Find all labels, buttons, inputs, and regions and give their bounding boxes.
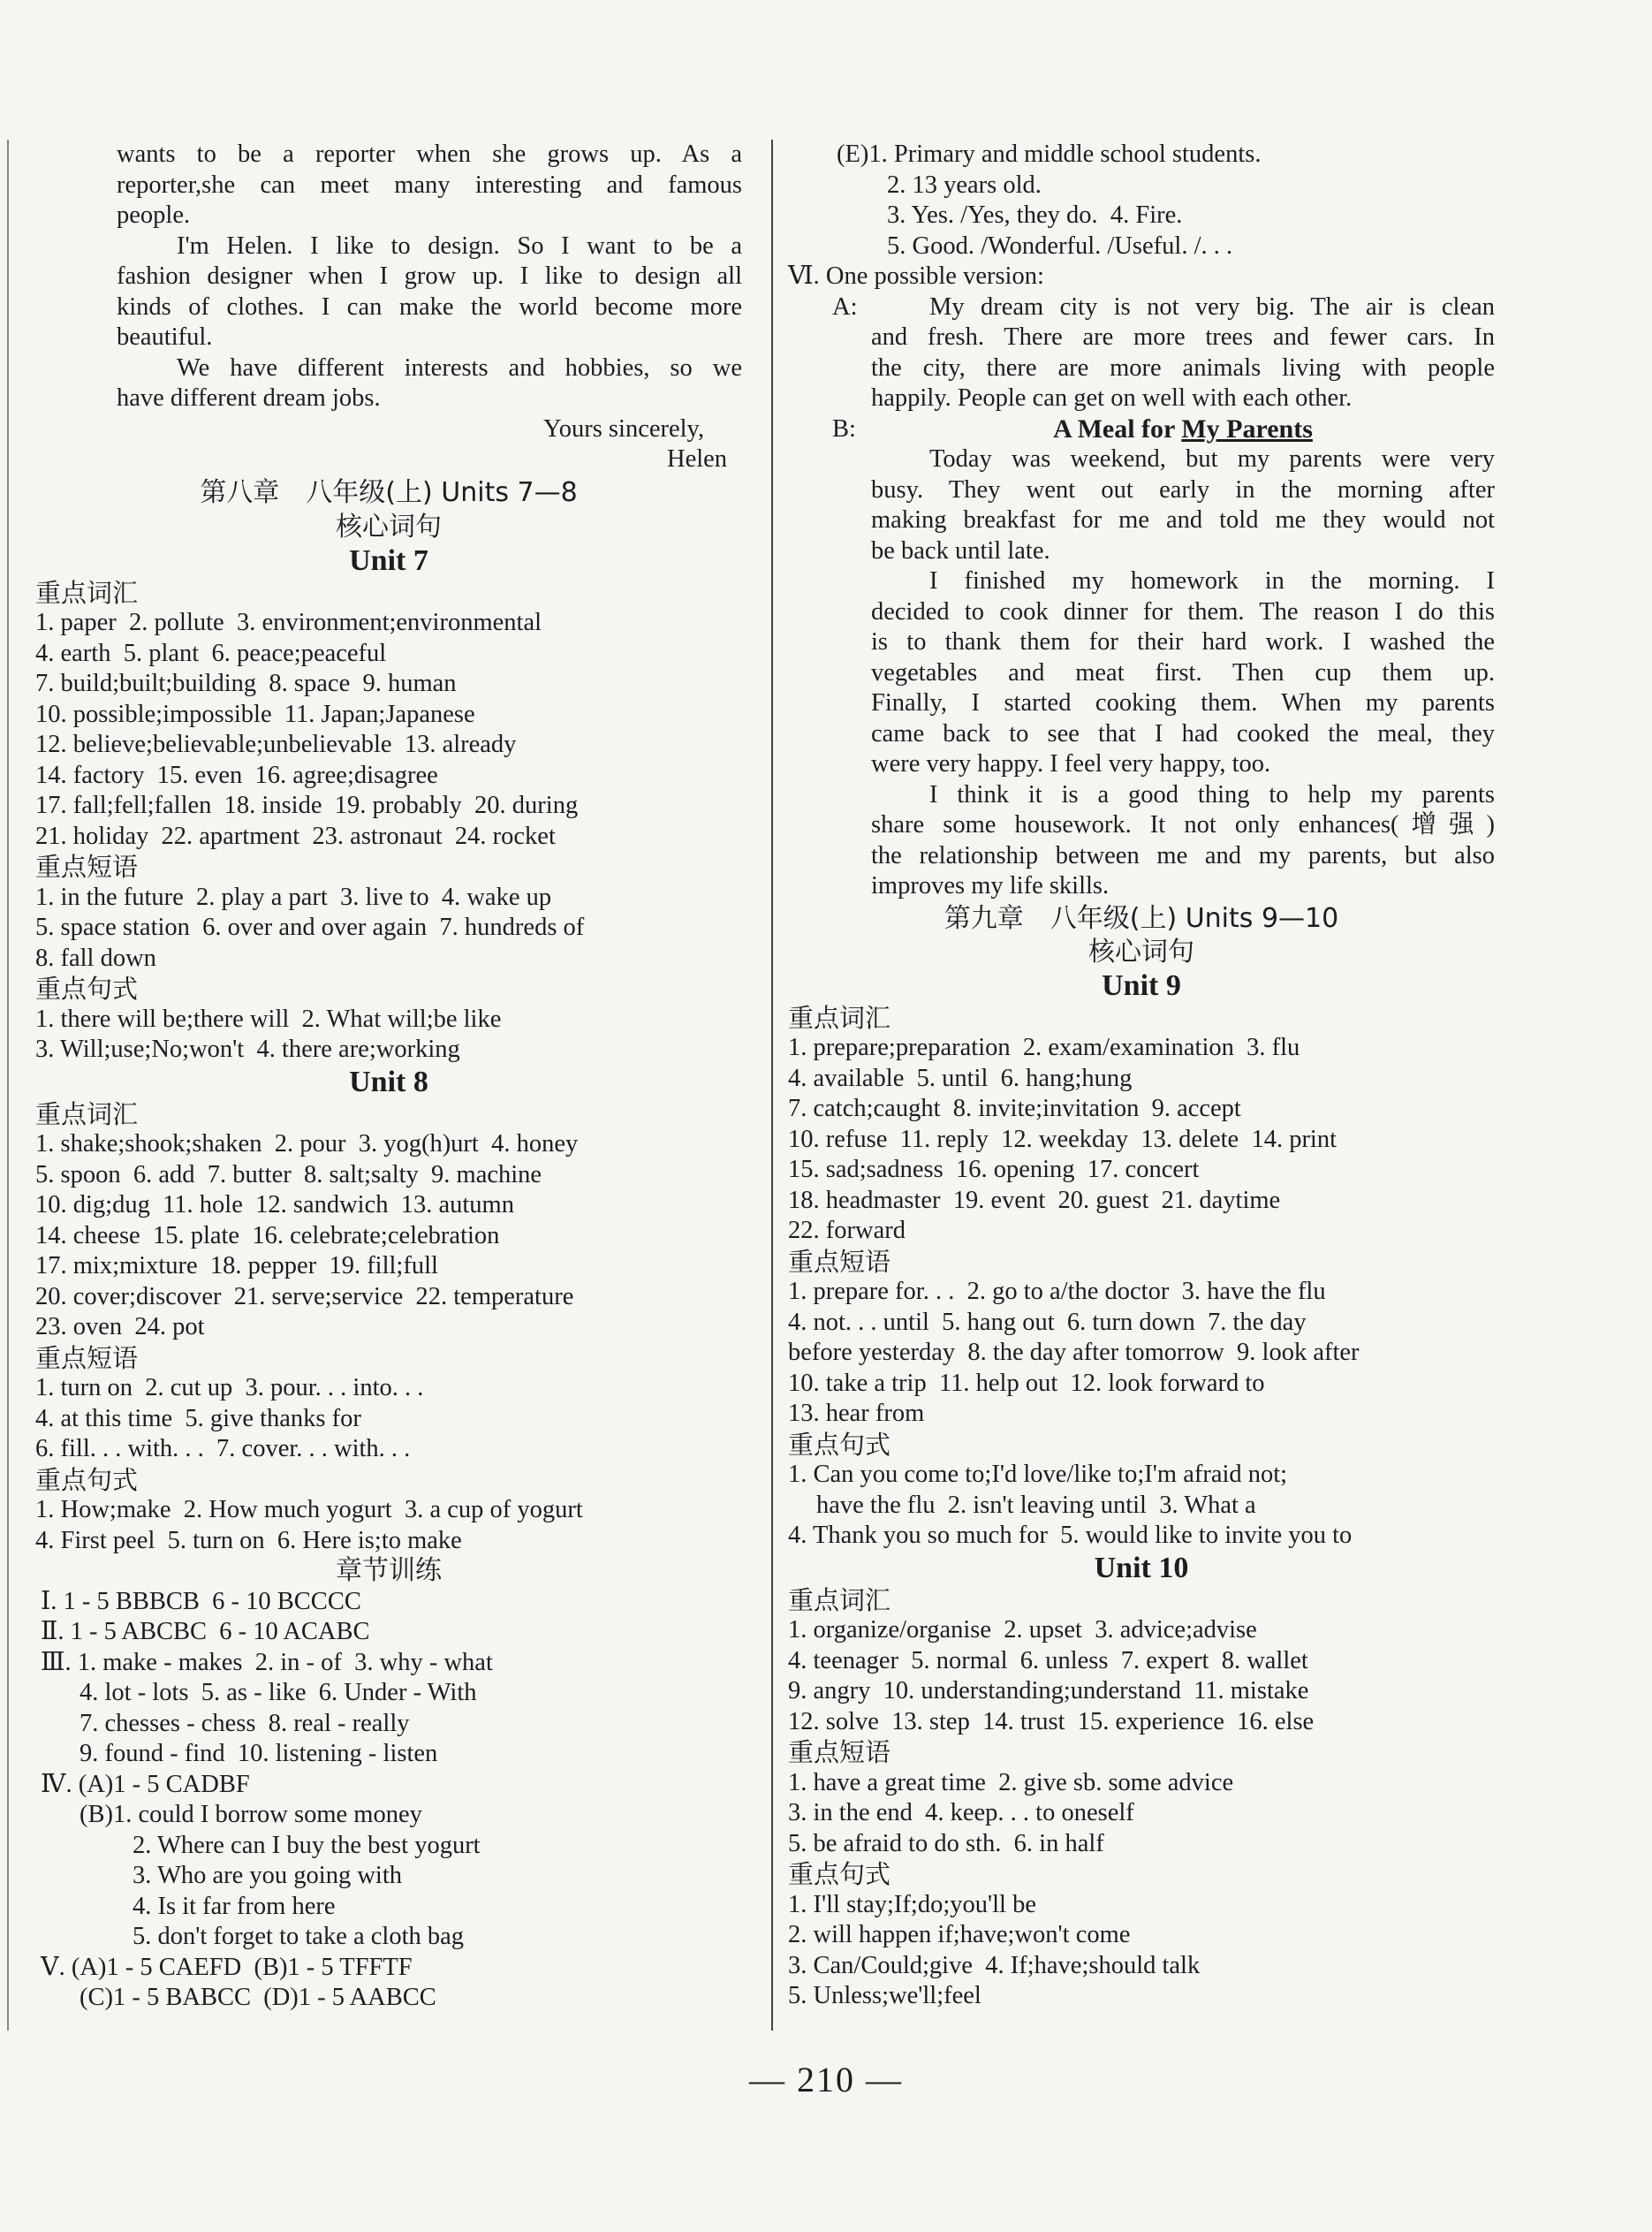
exercise-line: 3. Yes. /Yes, they do. 4. Fire. [887,201,1183,229]
answer-line: 1. How;make 2. How much yogurt 3. a cup of yogurt [35,1496,583,1523]
answer-line: 23. oven 24. pot [35,1313,205,1340]
answer-line: 12. believe;believable;unbelievable 13. already [35,731,517,758]
essay-line: vegetables and meat first. Then cup them up. [871,658,1495,687]
page-number: — 210 — [749,2060,903,2099]
answer-line: 4. at this time 5. give thanks for [35,1404,361,1432]
essay-line: happily. People can get on well with each other. [871,384,1353,412]
answer-line: 1. I'll stay;If;do;you'll be [788,1890,1036,1918]
answer-line: 1. prepare;preparation 2. exam/examination 3. flu [788,1034,1300,1061]
exercise-line: 3. Who are you going with [133,1862,403,1889]
section-label: 重点句式 [35,1464,139,1495]
section-label: 重点短语 [788,1737,891,1767]
left-column [35,140,742,2014]
unit-heading: Unit 8 [349,1065,428,1098]
essay-a [788,292,1495,414]
answer-line: have the flu 2. isn't leaving until 3. What a [816,1491,1256,1519]
answer-line: 4. teenager 5. normal 6. unless 7. expert 8. wallet [788,1646,1308,1674]
unit-heading: Unit 7 [349,543,428,577]
training-heading: 章节训练 [336,1555,442,1586]
letter-line: have different dream jobs. [117,384,381,412]
answer-line: 13. hear from [788,1400,925,1427]
letter-line: reporter,she can meet many interesting and famous [117,171,742,199]
essay-line: is to thank them for their hard work. I washed the [871,628,1495,656]
letter-line: fashion designer when I grow up. I like to design all [117,262,742,290]
essay-line: be back until late. [871,536,1050,565]
exercise-line: (B)1. could I borrow some money [80,1801,422,1828]
essay-line: Finally, I started cooking them. When my parents [871,689,1495,717]
exercise-line: 5. Good. /Wonderful. /Useful. /. . . [887,232,1233,260]
answer-line: 9. angry 10. understanding;understand 11. mistake [788,1677,1309,1704]
answer-line: 21. holiday 22. apartment 23. astronaut 24. rocket [35,822,556,850]
letter-line: beautiful. [117,323,213,351]
exercise-line: Ⅴ. (A)1 - 5 CAEFD (B)1 - 5 TFFTF [41,1953,413,1981]
letter-line: I'm Helen. I like to design. So I want to be a [177,232,742,260]
section-label: 重点短语 [788,1246,891,1277]
essay-label: A: [832,292,858,321]
chapter-title: 第九章 八年级(上) Units 9—10 [943,902,1339,934]
answer-line: 1. in the future 2. play a part 3. live to 4. wake up [35,883,552,911]
essay-b [788,414,1495,902]
answer-line: 6. fill. . . with. . . 7. cover. . . with. . . [35,1435,411,1462]
answer-line: 5. Unless;we'll;feel [788,1982,981,2009]
answer-line: 3. Can/Could;give 4. If;have;should talk [788,1951,1201,1979]
exercise-line: (C)1 - 5 BABCC (D)1 - 5 AABCC [80,1984,436,2011]
exercise-line: 2. Where can I buy the best yogurt [133,1831,481,1859]
answer-line: 10. take a trip 11. help out 12. look forward to [788,1369,1265,1397]
exercise-line: 4. lot - lots 5. as - like 6. Under - With [80,1679,477,1706]
answer-line: 5. space station 6. over and over again 7. hundreds of [35,914,585,941]
essay-line: Today was weekend, but my parents were very [929,445,1495,473]
answer-line: 2. will happen if;have;won't come [788,1921,1131,1948]
core-heading: 核心词句 [1088,936,1194,968]
essay-line: I think it is a good thing to help my parents [929,780,1495,809]
section-label: 重点短语 [35,852,139,882]
essay-line: the city, there are more animals living with people [871,353,1495,382]
answer-line: 4. available 5. until 6. hang;hung [788,1064,1133,1092]
exercise-line: Ⅳ. (A)1 - 5 CADBF [41,1770,250,1798]
essay-line: busy. They went out early in the morning after [871,475,1495,504]
exercise-line: Ⅵ. One possible version: [788,262,1044,290]
answer-line: 8. fall down [35,944,156,972]
chapter-title: 第八章 八年级(上) Units 7—8 [200,476,578,508]
essay-line: share some housework. It not only enhances(增强) [871,811,1495,839]
exercise-line: 4. Is it far from here [133,1892,336,1920]
exercise-line: Ⅲ. 1. make - makes 2. in - of 3. why - what [41,1648,493,1676]
essay-line: came back to see that I had cooked the meal, they [871,719,1495,748]
essay-line: and fresh. There are more trees and fewer cars. In [871,323,1495,351]
essay-title-part: A Meal for [1053,414,1182,444]
answer-line: 4. Thank you so much for 5. would like to invite you to [788,1522,1353,1549]
essay-line: were very happy. I feel very happy, too. [871,750,1271,778]
answer-line: before yesterday 8. the day after tomorrow 9. look after [788,1339,1360,1366]
answer-line: 4. not. . . until 5. hang out 6. turn down 7. the day [788,1308,1307,1336]
answer-line: 3. Will;use;No;won't 4. there are;working [35,1036,460,1063]
answer-line: 7. catch;caught 8. invite;invitation 9. accept [788,1095,1241,1122]
answer-line: 3. in the end 4. keep. . . to oneself [788,1799,1134,1826]
letter-closing: Yours sincerely, [543,414,705,443]
answer-line: 5. spoon 6. add 7. butter 8. salt;salty 9. machine [35,1160,542,1188]
exercise-line: Ⅰ. 1 - 5 BBBCB 6 - 10 BCCCC [41,1587,361,1615]
section-label: 重点句式 [35,974,139,1004]
answer-line: 10. refuse 11. reply 12. weekday 13. delete 14. print [788,1125,1338,1153]
column-divider [771,140,773,2031]
answer-line: 15. sad;sadness 16. opening 17. concert [788,1156,1200,1183]
letter-line: people. [117,201,191,229]
answer-line: 20. cover;discover 21. serve;service 22. temperature [35,1282,574,1310]
section-label: 重点词汇 [35,1098,139,1129]
answer-line: 22. forward [788,1217,906,1244]
exercise-line: 5. don't forget to take a cloth bag [133,1923,465,1950]
answer-line: 1. prepare for. . . 2. go to a/the doctor 3. have the flu [788,1278,1326,1305]
exercise-line: 9. found - find 10. listening - listen [80,1740,438,1767]
exercise-line: 7. chesses - chess 8. real - really [80,1709,410,1737]
answer-line: 1. there will be;there will 2. What will;be like [35,1005,502,1033]
answer-line: 1. shake;shook;shaken 2. pour 3. yog(h)urt 4. honey [35,1130,579,1158]
exercise-line: 2. 13 years old. [887,171,1042,199]
answer-line: 4. earth 5. plant 6. peace;peaceful [35,639,387,667]
answer-line: 14. factory 15. even 16. agree;disagree [35,761,438,789]
section-label: 重点词汇 [788,1584,891,1615]
exercise-line: (E)1. Primary and middle school students. [837,140,1262,168]
section-label: 重点词汇 [788,1002,891,1033]
answer-line: 17. mix;mixture 18. pepper 19. fill;full [35,1252,438,1279]
essay-line: My dream city is not very big. The air is clean [929,292,1495,321]
section-label: 重点短语 [35,1342,139,1373]
answer-line: 5. be afraid to do sth. 6. in half [788,1829,1104,1857]
left-margin-rule [7,140,9,2031]
exercise-line: Ⅱ. 1 - 5 ABCBC 6 - 10 ACABC [41,1618,370,1645]
essay-line: decided to cook dinner for them. The reason I do this [871,597,1495,626]
unit-heading: Unit 10 [1094,1551,1189,1584]
answer-line: 17. fall;fell;fallen 18. inside 19. probably 20. during [35,792,579,819]
essay-title [788,414,1495,445]
answer-line: 1. organize/organise 2. upset 3. advice;advise [788,1616,1257,1644]
section-label: 重点词汇 [35,577,139,608]
unit-heading: Unit 9 [1102,968,1181,1002]
section-label: 重点句式 [788,1429,891,1460]
answer-line: 10. possible;impossible 11. Japan;Japanese [35,700,475,728]
right-column [788,140,1495,2012]
essay-line: making breakfast for me and told me they would not [871,506,1495,534]
answer-line: 1. turn on 2. cut up 3. pour. . . into. . . [35,1374,424,1401]
letter-signature: Helen [667,445,728,473]
letter-line: We have different interests and hobbies, so we [177,353,742,382]
letter-line: kinds of clothes. I can make the world become more [117,292,742,321]
essay-label: B: [832,414,856,443]
answer-line: 4. First peel 5. turn on 6. Here is;to make [35,1526,462,1554]
answer-line: 7. build;built;building 8. space 9. human [35,670,457,697]
core-heading: 核心词句 [336,511,442,543]
answer-line: 1. Can you come to;I'd love/like to;I'm afraid not; [788,1461,1288,1488]
answer-line: 18. headmaster 19. event 20. guest 21. daytime [788,1186,1281,1214]
essay-line: the relationship between me and my parents, but also [871,841,1495,869]
letter-line: wants to be a reporter when she grows up. As a [117,140,742,168]
section-label: 重点句式 [788,1859,891,1889]
essay-line: I finished my homework in the morning. I [929,567,1495,595]
answer-line: 1. have a great time 2. give sb. some advice [788,1768,1234,1796]
answer-line: 12. solve 13. step 14. trust 15. experience 16. else [788,1707,1315,1735]
essay-line: improves my life skills. [871,872,1110,900]
essay-title-part: My Parents [1181,414,1313,444]
answer-line: 1. paper 2. pollute 3. environment;environmental [35,609,542,636]
answer-line: 14. cheese 15. plate 16. celebrate;celebration [35,1221,500,1249]
answer-line: 10. dig;dug 11. hole 12. sandwich 13. autumn [35,1191,514,1218]
